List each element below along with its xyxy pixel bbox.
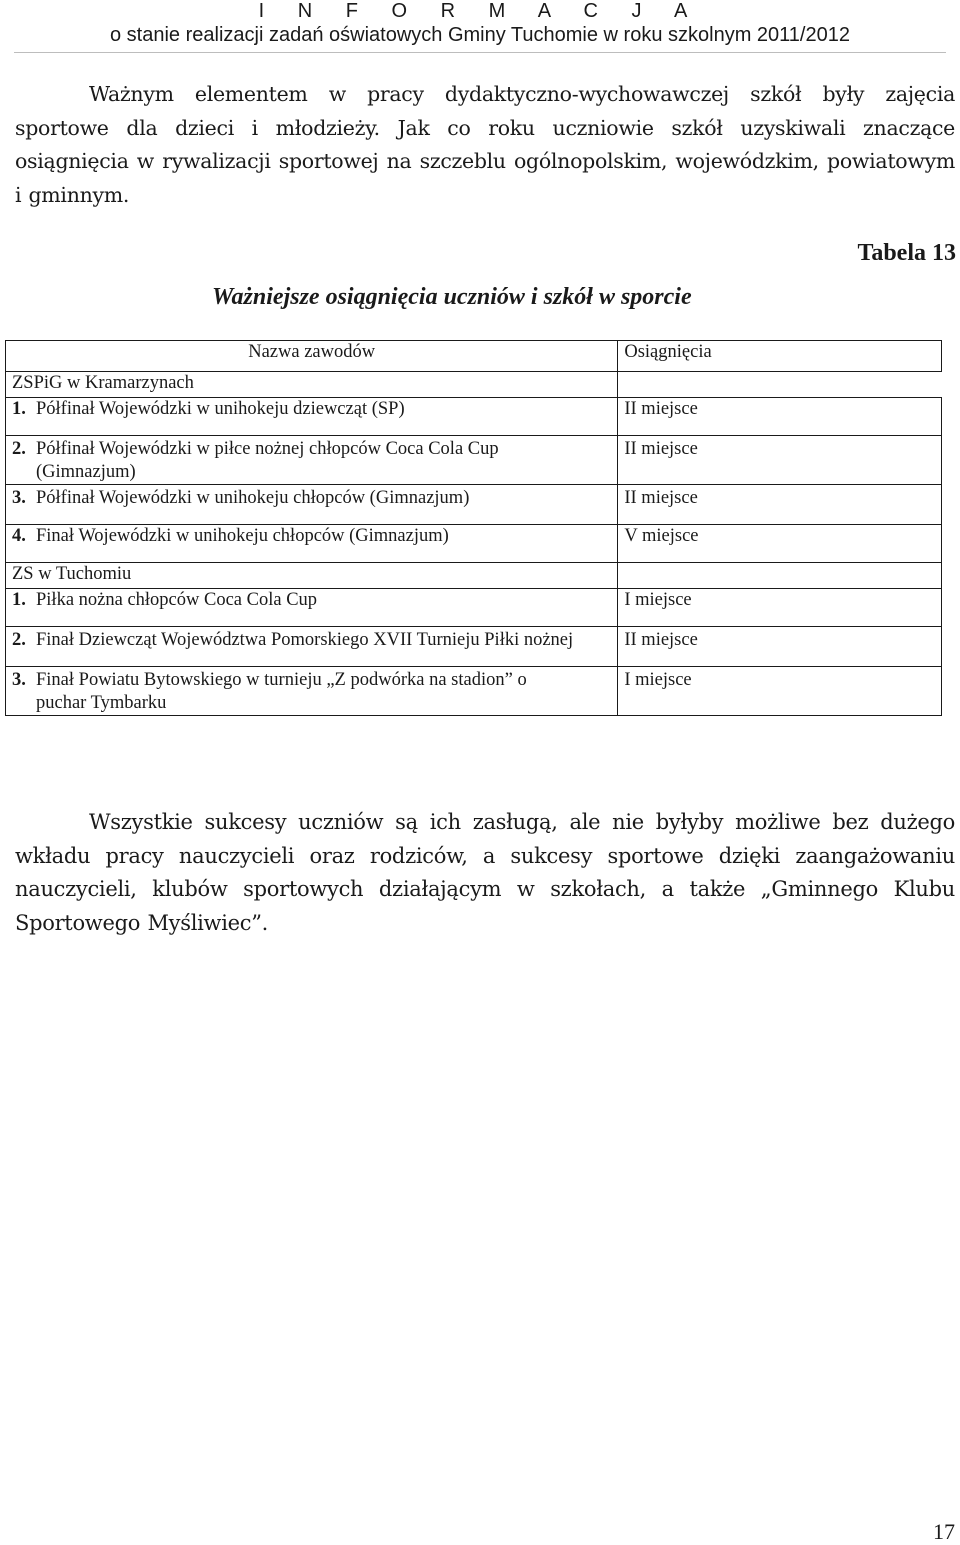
row-number: 1. bbox=[12, 590, 26, 610]
section-name: ZSPiG w Kramarzynach bbox=[6, 372, 618, 398]
section-empty-cell bbox=[618, 372, 942, 398]
result-cell: I miejsce bbox=[618, 589, 942, 627]
column-header-event: Nazwa zawodów bbox=[6, 341, 618, 372]
table-number-label: Tabela 13 bbox=[857, 240, 956, 266]
result-cell: II miejsce bbox=[618, 485, 942, 525]
header-divider bbox=[14, 52, 946, 53]
section-empty-cell bbox=[618, 563, 942, 589]
intro-paragraph: Ważnym elementem w pracy dydaktyczno-wychowawczej szkół były zajęcia sportowe dla dzieci i młodzieży. Jak co roku uczniowie szkół uzyskiwali znaczące osiągnięcia w rywalizacji sportowej na szczeblu ogólnopolskim, wojewódzkim, powiatowym i gminnym. bbox=[15, 82, 955, 207]
result-cell: II miejsce bbox=[618, 436, 942, 485]
achievements-table bbox=[5, 340, 942, 716]
table-row bbox=[6, 525, 942, 563]
table-caption: Ważniejsze osiągnięcia uczniów i szkół w sporcie bbox=[212, 284, 692, 310]
event-name: Półfinał Wojewódzki w unihokeju chłopców (Gimnazjum) bbox=[36, 488, 470, 508]
table-header-row bbox=[6, 341, 942, 372]
table-row bbox=[6, 485, 942, 525]
table-row bbox=[6, 398, 942, 436]
table-row bbox=[6, 436, 942, 485]
table-row bbox=[6, 589, 942, 627]
event-name: Finał Wojewódzki w unihokeju chłopców (Gimnazjum) bbox=[36, 526, 449, 546]
result-cell: I miejsce bbox=[618, 667, 942, 716]
row-number: 4. bbox=[12, 526, 26, 546]
page-number: 17 bbox=[933, 1519, 955, 1544]
result-cell: II miejsce bbox=[618, 627, 942, 667]
result-cell: V miejsce bbox=[618, 525, 942, 563]
section-row bbox=[6, 372, 942, 398]
closing-paragraph: Wszystkie sukcesy uczniów są ich zasługą, ale nie byłyby możliwe bez dużego wkładu pracy nauczycieli oraz rodziców, a sukcesy sportowe dzięki zaangażowaniu nauczycieli, klubów sportowych działającym w szkołach, a także „Gminnego Klubu Sportowego Myśliwiec”. bbox=[15, 810, 955, 935]
event-name: Półfinał Wojewódzki w unihokeju dziewcząt (SP) bbox=[36, 399, 405, 419]
document-header-subtitle: o stanie realizacji zadań oświatowych Gminy Tuchomie w roku szkolnym 2011/2012 bbox=[110, 24, 850, 46]
row-number: 3. bbox=[12, 670, 26, 690]
table-row bbox=[6, 627, 942, 667]
event-name: Półfinał Wojewódzki w piłce nożnej chłopców Coca Cola Cup (Gimnazjum) bbox=[36, 439, 499, 482]
section-name: ZS w Tuchomiu bbox=[6, 563, 618, 589]
row-number: 2. bbox=[12, 439, 26, 459]
row-number: 3. bbox=[12, 488, 26, 508]
row-number: 2. bbox=[12, 630, 26, 650]
document-header-title: I N F O R M A C J A bbox=[258, 0, 702, 22]
column-header-result: Osiągnięcia bbox=[618, 341, 942, 372]
row-number: 1. bbox=[12, 399, 26, 419]
event-name: Piłka nożna chłopców Coca Cola Cup bbox=[36, 590, 318, 610]
event-name: Finał Dziewcząt Województwa Pomorskiego XVII Turnieju Piłki nożnej bbox=[36, 630, 574, 650]
table-row bbox=[6, 667, 942, 716]
event-name: Finał Powiatu Bytowskiego w turnieju „Z podwórka na stadion” o puchar Tymbarku bbox=[36, 670, 527, 713]
result-cell: II miejsce bbox=[618, 398, 942, 436]
section-row bbox=[6, 563, 942, 589]
